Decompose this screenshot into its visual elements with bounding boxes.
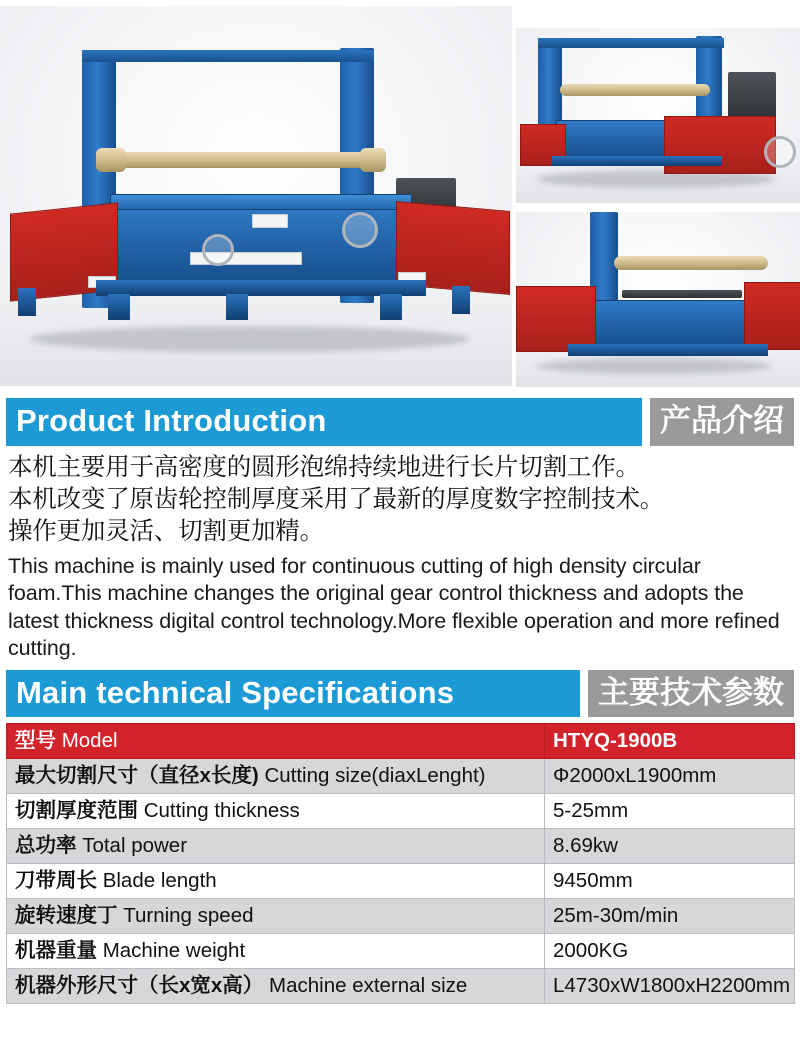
spec-name-cn: 总功率 [15, 834, 77, 858]
spec-name-en: Cutting thickness [143, 799, 300, 823]
foam-roll [560, 84, 710, 96]
machine-body [582, 300, 760, 346]
table-row [7, 934, 795, 969]
blade-wheel [202, 234, 234, 266]
spec-name-cell [7, 934, 545, 969]
specifications-header [0, 670, 800, 718]
spec-value-cell: 5-25mm [545, 794, 795, 829]
spec-name-cell [7, 794, 545, 829]
product-introduction-body [0, 446, 800, 662]
base-leg-2 [226, 294, 248, 320]
machine-illustration-angle [516, 28, 800, 203]
specifications-title-en: Main technical Specifications [6, 670, 580, 718]
spec-name-cell [7, 899, 545, 934]
handwheel [342, 212, 378, 248]
spec-name-en: Blade length [102, 869, 217, 893]
spec-value-cell: 2000KG [545, 934, 795, 969]
spec-name-cell [7, 864, 545, 899]
spec-name-cell [7, 829, 545, 864]
spec-value-cell: 9450mm [545, 864, 795, 899]
motor-cabinet [728, 72, 776, 120]
spec-name-cell [7, 969, 545, 1004]
intro-text-cn-line-2: 本机改变了原齿轮控制厚度采用了最新的厚度数字控制技术。 [8, 485, 665, 513]
machine-base [96, 280, 426, 296]
machine-base [568, 344, 768, 356]
intro-text-cn-line-1: 本机主要用于高密度的圆形泡绵持续地进行长片切割工作。 [8, 453, 640, 481]
intro-text-en: This machine is mainly used for continuous cutting of high density circular foam.This machine changes the original gear control thickness and adopts the latest thickness digital control technology.More flexible operation and more refined cutting. [8, 554, 780, 660]
foam-roll [118, 152, 368, 168]
spec-name-en: Model [61, 729, 118, 753]
spec-value-cell: 25m-30m/min [545, 899, 795, 934]
machine-shadow [30, 326, 470, 352]
machine-body-top-rail [110, 194, 412, 210]
spec-value-cell: HTYQ-1900B [545, 724, 795, 759]
foam-roll [614, 256, 768, 270]
handwheel [764, 136, 796, 168]
machine-illustration-close [516, 212, 800, 387]
foam-roll-end-left [96, 148, 126, 172]
spec-value-cell: 8.69kw [545, 829, 795, 864]
table-row [7, 829, 795, 864]
machine-illustration-main [0, 6, 512, 386]
table-row [7, 724, 795, 759]
red-panel-left [516, 286, 596, 352]
frame-top-beam [82, 50, 374, 62]
spec-name-cell [7, 759, 545, 794]
spec-name-en: Cutting size(diaxLenght) [264, 764, 486, 788]
machine-shadow [536, 358, 772, 374]
foam-roll-end-right [360, 148, 386, 172]
product-introduction-title-en: Product Introduction [6, 398, 642, 446]
red-panel-right [744, 282, 800, 350]
specifications-table [6, 723, 795, 1004]
spec-name-en: Turning speed [123, 904, 254, 928]
spec-value-cell: Φ2000xL1900mm [545, 759, 795, 794]
specifications-table-body [7, 724, 795, 1004]
spec-name-cn: 机器重量 [15, 939, 97, 963]
table-row [7, 759, 795, 794]
product-introduction-header [0, 398, 800, 446]
intro-text-cn-line-3: 操作更加灵活、切割更加精。 [8, 517, 324, 545]
brand-plate [252, 214, 288, 228]
table-row [7, 794, 795, 829]
table-leg-right [452, 286, 470, 314]
base-leg-3 [380, 294, 402, 320]
table-row [7, 969, 795, 1004]
spec-name-cn: 旋转速度丁 [15, 904, 118, 928]
table-row [7, 899, 795, 934]
machine-photo-angle [516, 28, 800, 203]
spec-name-cn: 型号 [15, 729, 56, 753]
photo-collage [0, 0, 800, 390]
base-leg-1 [108, 294, 130, 320]
frame-top-beam [538, 38, 724, 48]
spec-name-en: Machine weight [102, 939, 246, 963]
spec-value-cell: L4730xW1800xH2200mm [545, 969, 795, 1004]
machine-photo-close [516, 212, 800, 387]
machine-base [552, 156, 722, 166]
spec-name-cn: 最大切割尺寸（直径x长度) [15, 764, 259, 788]
spec-name-cn: 切割厚度范围 [15, 799, 138, 823]
table-leg-left [18, 288, 36, 316]
blade-guard [622, 290, 742, 298]
spec-name-en: Machine external size [269, 974, 468, 998]
spec-name-cell [7, 724, 545, 759]
table-row [7, 864, 795, 899]
product-introduction-title-cn: 产品介绍 [650, 398, 794, 446]
machine-photo-main [0, 6, 512, 386]
spec-name-en: Total power [82, 834, 188, 858]
specifications-title-cn: 主要技术参数 [588, 670, 794, 718]
spec-name-cn: 刀带周长 [15, 869, 97, 893]
spec-name-cn: 机器外形尺寸（长x宽x高） [15, 974, 264, 998]
